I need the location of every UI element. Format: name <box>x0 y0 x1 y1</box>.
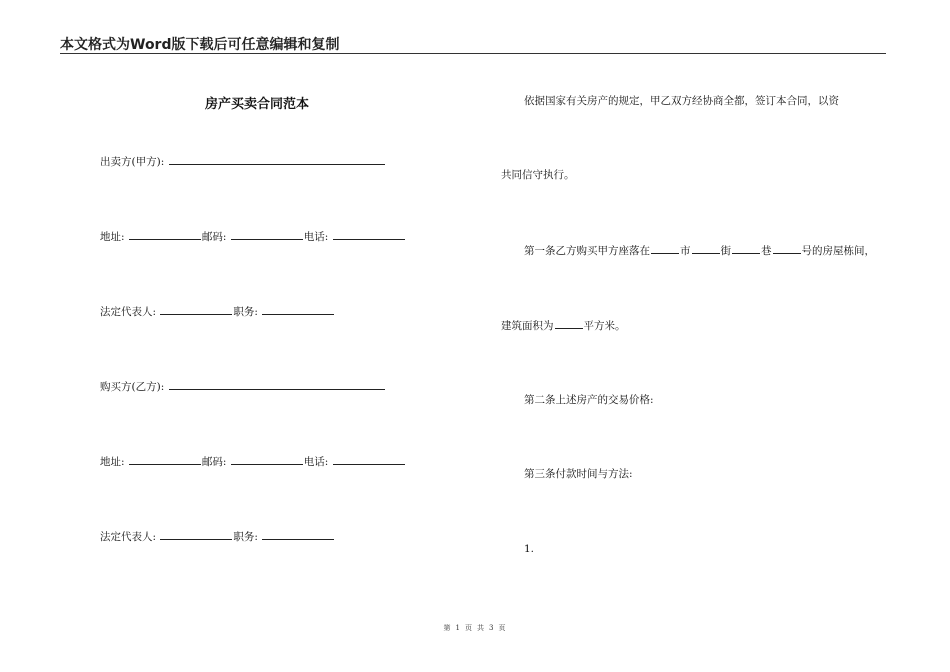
article-3: 第三条付款时间与方法: <box>524 468 633 480</box>
header-divider <box>60 53 886 54</box>
article-1-line-2 <box>501 318 626 333</box>
page-footer <box>0 623 950 633</box>
buyer-label: 购买方(乙方): <box>100 381 165 393</box>
buyer-address-line <box>100 454 406 469</box>
list-item-1: 1. <box>524 543 535 555</box>
page-header: 本文格式为Word版下载后可任意编辑和复制 <box>60 37 340 53</box>
postcode-blank[interactable] <box>231 229 303 240</box>
seller-address-line <box>100 229 406 244</box>
intro-line-1: 依据国家有关房产的规定，甲乙双方经协商全都，签订本合同，以资 <box>524 95 839 107</box>
area-label: 建筑面积为 <box>501 320 554 332</box>
address-label: 地址: <box>100 456 125 468</box>
phone-blank[interactable] <box>333 454 405 465</box>
footer-total-word: 共 <box>477 624 485 632</box>
seller-label: 出卖方(甲方): <box>100 156 165 168</box>
seller-line <box>100 154 386 169</box>
total-pages: 3 <box>489 624 495 632</box>
footer-page-word: 页 <box>465 624 473 632</box>
position-label: 职务: <box>233 531 258 543</box>
seller-rep-line <box>100 304 335 319</box>
legal-rep-label: 法定代表人: <box>100 306 157 318</box>
document-title: 房产买卖合同范本 <box>205 97 310 112</box>
city-blank[interactable] <box>651 243 679 254</box>
postcode-label: 邮码: <box>201 231 227 243</box>
legal-rep-label: 法定代表人: <box>100 531 157 543</box>
seller-blank[interactable] <box>169 154 385 165</box>
postcode-blank[interactable] <box>231 454 303 465</box>
position-blank[interactable] <box>262 529 334 540</box>
intro-line-2: 共同信守执行。 <box>501 169 575 181</box>
street-label: 街 <box>720 245 731 257</box>
footer-prefix: 第 <box>443 624 452 632</box>
phone-label: 电话: <box>303 231 329 243</box>
area-unit: 平方米。 <box>583 320 626 332</box>
buyer-rep-line <box>100 529 335 544</box>
street-blank[interactable] <box>692 243 720 254</box>
address-blank[interactable] <box>129 229 201 240</box>
number-blank[interactable] <box>773 243 801 254</box>
address-blank[interactable] <box>129 454 201 465</box>
position-label: 职务: <box>233 306 258 318</box>
position-blank[interactable] <box>262 304 334 315</box>
article-1-line-1 <box>524 243 875 258</box>
legal-rep-blank[interactable] <box>160 304 232 315</box>
postcode-label: 邮码: <box>201 456 227 468</box>
lane-label: 巷 <box>761 245 772 257</box>
buyer-line <box>100 379 386 394</box>
phone-blank[interactable] <box>333 229 405 240</box>
legal-rep-blank[interactable] <box>160 529 232 540</box>
lane-blank[interactable] <box>732 243 760 254</box>
footer-suffix: 页 <box>498 624 507 632</box>
page-number: 1 <box>455 624 461 632</box>
phone-label: 电话: <box>303 456 329 468</box>
article-1-text-end: 号的房屋栋间， <box>801 245 875 257</box>
city-label: 市 <box>680 245 691 257</box>
article-1-text: 第一条乙方购买甲方座落在 <box>524 245 650 257</box>
article-2: 第二条上述房产的交易价格: <box>524 394 654 406</box>
area-blank[interactable] <box>555 318 583 329</box>
address-label: 地址: <box>100 231 125 243</box>
buyer-blank[interactable] <box>169 379 385 390</box>
